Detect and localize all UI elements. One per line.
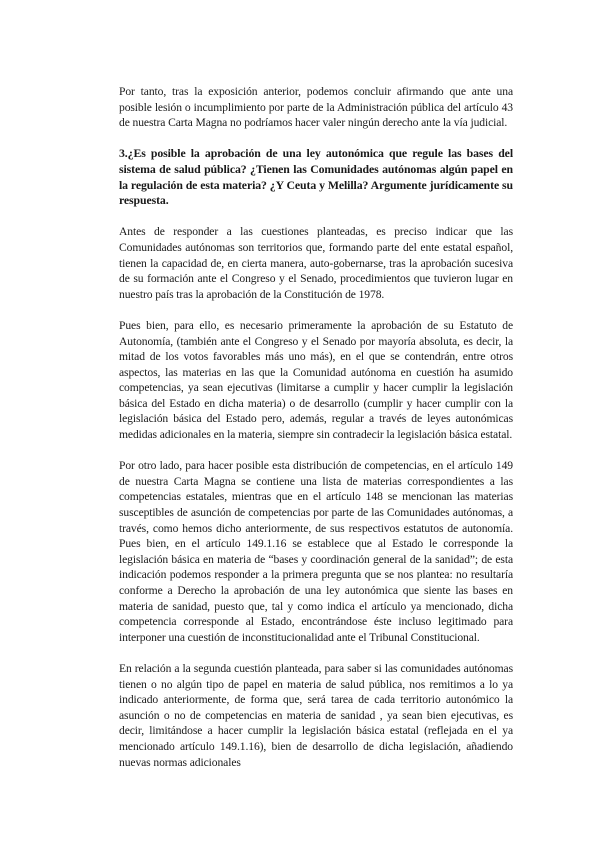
paragraph-conclusion: Por tanto, tras la exposición anterior, podemos concluir afirmando que ante una posible lesión o incumplimiento por parte de la Administración pública del artículo 43 de nuestra Carta Magna no podríamos hacer valer ningún derecho ante la vía judicial. <box>119 85 513 130</box>
paragraph-estatuto: Pues bien, para ello, es necesario primeramente la aprobación de su Estatuto de Autonomía, (también ante el Congreso y el Senado por mayoría absoluta, es decir, la mitad de los votos favorables más uno más), en el que se contendrán, entre otros aspectos, las materias en las que la Comunidad autónoma en cuestión ha asumido competencias, ya sean ejecutivas (limitarse a cumplir y hacer cumplir la legislación básica del Estado en dicha materia) o de desarrollo (cumplir y hacer cumplir con la legislación básica del Estado pero, además, regular a través de leyes autonómicas medidas adicionales en la materia, siempre sin contradecir la legislación básica estatal. <box>119 318 513 442</box>
document-body <box>119 84 513 786</box>
paragraph-segunda-cuestion: En relación a la segunda cuestión planteada, para saber si las comunidades autónomas tienen o no algún tipo de papel en materia de salud pública, nos remitimos a lo ya indicado anteriormente, de forma que, será tarea de cada territorio autonómico la asunción o no de competencias en materia de sanidad , ya sean bien ejecutivas, es decir, limitándose a hacer cumplir la legislación básica estatal (reflejada en el ya mencionado artículo 149.1.16), bien de desarrollo de dicha legislación, añadiendo nuevas normas adicionales <box>119 661 513 769</box>
paragraph-competencias: Por otro lado, para hacer posible esta distribución de competencias, en el artículo 149 de nuestra Carta Magna se contiene una lista de materias correspondientes a las competencias estatales, mientras que en el artículo 148 se mencionan las materias susceptibles de asunción de competencias por parte de las Comunidades autónomas, a través, como hemos dicho anteriormente, de sus respectivos estatutos de autonomía. Pues bien, en el artículo 149.1.16 se establece que al Estado le corresponde la legislación básica en materia de “bases y coordinación general de la sanidad”; de esta indicación podemos responder a la primera pregunta que se nos plantea: no resultaría conforme a Derecho la aprobación de una ley autonómica que siente las bases en materia de sanidad, puesto que, tal y como indica el artículo ya mencionado, dicha competencia corresponde al Estado, encontrándose éste incluso legitimado para interponer una cuestión de inconstitucionalidad ante el Tribunal Constitucional. <box>119 459 513 644</box>
question-heading: 3.¿Es posible la aprobación de una ley autonómica que regule las bases del sistema de salud pública? ¿Tienen las Comunidades autónomas algún papel en la regulación de esta materia? ¿Y Ceuta y Melilla? Argumente jurídicamente su respuesta. <box>119 146 513 208</box>
paragraph-intro: Antes de responder a las cuestiones planteadas, es preciso indicar que las Comunidades autónomas son territorios que, formando parte del ente estatal español, tienen la capacidad de, en cierta manera, auto-gobernarse, tras la aprobación sucesiva de su formación ante el Congreso y el Senado, procedimientos que tuvieron lugar en nuestro país tras la aprobación de la Constitución de 1978. <box>119 225 513 301</box>
